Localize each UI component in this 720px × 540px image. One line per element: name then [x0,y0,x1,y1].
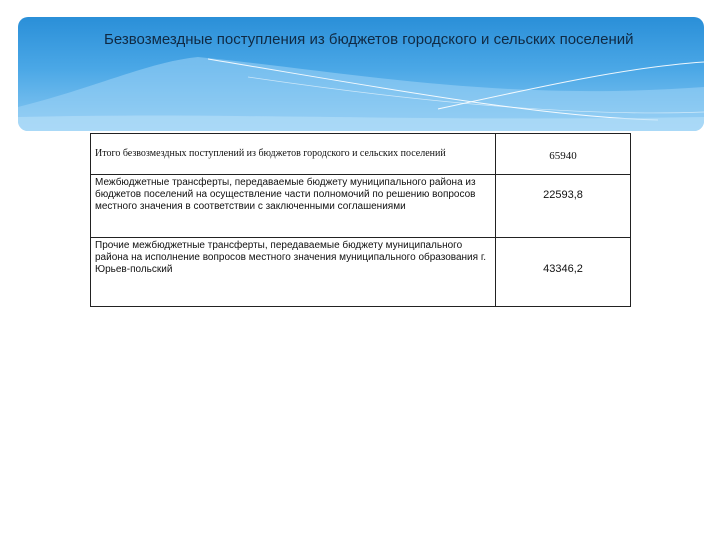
table-row [91,175,631,238]
transfers-table [90,133,631,307]
title-banner [18,17,704,131]
row-label: Итого безвозмездных поступлений из бюджетов городского и сельских поселений [91,134,496,175]
row-value: 65940 [496,134,631,175]
row-value: 22593,8 [496,175,631,238]
row-value: 43346,2 [496,238,631,307]
row-label: Межбюджетные трансферты, передаваемые бюджету муниципального района из бюджетов поселений на осуществление части полномочий по решению вопросов местного значения в соответствии с заключенными соглашениями [91,175,496,238]
page-title: Безвозмездные поступления из бюджетов городского и сельских поселений [104,31,634,48]
row-label: Прочие межбюджетные трансферты, передаваемые бюджету муниципального района на исполнение вопросов местного значения муниципального образования г. Юрьев-польский [91,238,496,307]
table-row [91,134,631,175]
table-row [91,238,631,307]
